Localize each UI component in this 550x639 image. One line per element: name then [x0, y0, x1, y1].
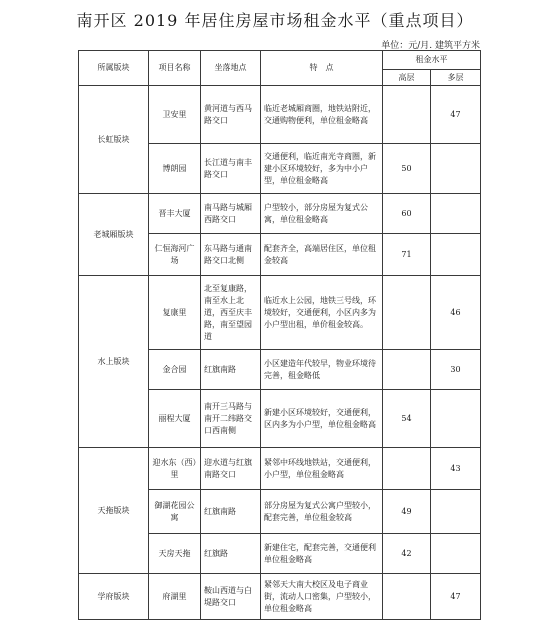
multi-rent-cell: 30 [431, 350, 481, 390]
table-row [79, 194, 481, 234]
project-cell: 复康里 [149, 276, 201, 350]
features-cell: 紧邻天大南大校区及电子商业街，流动人口密集，户型较小，单位租金略高 [261, 574, 383, 620]
multi-rent-cell: 43 [431, 448, 481, 490]
header-project: 项目名称 [149, 51, 201, 86]
features-cell: 新建小区环境较好，交通便利，区内多为小户型，单位租金略高 [261, 390, 383, 448]
location-cell: 北至复康路，南至水上北道，西至庆丰路，南至望园道 [201, 276, 261, 350]
header-multi: 多层 [431, 70, 481, 86]
multi-rent-cell [431, 144, 481, 194]
rent-table [78, 50, 481, 620]
location-cell: 红旗路 [201, 534, 261, 574]
features-cell: 户型较小，部分房屋为复式公寓，单位租金略高 [261, 194, 383, 234]
features-cell: 配套齐全，高端居住区，单位租金较高 [261, 234, 383, 276]
section-cell: 天拖版块 [79, 448, 149, 574]
section-cell: 学府版块 [79, 574, 149, 620]
multi-rent-cell [431, 534, 481, 574]
table-row [79, 574, 481, 620]
high-rent-cell: 42 [383, 534, 431, 574]
multi-rent-cell [431, 194, 481, 234]
high-rent-cell: 49 [383, 490, 431, 534]
high-rent-cell: 54 [383, 390, 431, 448]
high-rent-cell [383, 276, 431, 350]
page-title: 南开区 2019 年居住房屋市场租金水平（重点项目） [76, 11, 474, 30]
header-location: 坐落地点 [201, 51, 261, 86]
project-cell: 金合园 [149, 350, 201, 390]
project-cell: 迎水东（西）里 [149, 448, 201, 490]
project-cell: 仁恒海河广场 [149, 234, 201, 276]
high-rent-cell [383, 86, 431, 144]
high-rent-cell: 60 [383, 194, 431, 234]
project-cell: 丽程大厦 [149, 390, 201, 448]
unit-note: 单位：元/月. 建筑平方米 [381, 41, 480, 51]
location-cell: 红旗南路 [201, 490, 261, 534]
table-row [79, 448, 481, 490]
high-rent-cell [383, 448, 431, 490]
features-cell: 交通便利，临近南光寺商圈，新建小区环境较好，多为中小户型，单位租金略高 [261, 144, 383, 194]
header-section: 所属版块 [79, 51, 149, 86]
multi-rent-cell [431, 234, 481, 276]
header-rent: 租金水平 [383, 51, 481, 70]
location-cell: 黄河道与西马路交口 [201, 86, 261, 144]
high-rent-cell [383, 350, 431, 390]
section-cell: 水上版块 [79, 276, 149, 448]
table-row [79, 86, 481, 144]
project-cell: 晋丰大厦 [149, 194, 201, 234]
features-cell: 新建住宅，配套完善，交通便利单位租金略高 [261, 534, 383, 574]
location-cell: 南马路与城厢西路交口 [201, 194, 261, 234]
location-cell: 红旗南路 [201, 350, 261, 390]
header-high: 高层 [383, 70, 431, 86]
features-cell: 部分房屋为复式公寓户型较小，配套完善，单位租金较高 [261, 490, 383, 534]
multi-rent-cell: 46 [431, 276, 481, 350]
multi-rent-cell: 47 [431, 86, 481, 144]
location-cell: 鞍山西道与白堤路交口 [201, 574, 261, 620]
project-cell: 府湖里 [149, 574, 201, 620]
multi-rent-cell [431, 390, 481, 448]
location-cell: 长江道与南丰路交口 [201, 144, 261, 194]
section-cell: 长虹版块 [79, 86, 149, 194]
location-cell: 南开三马路与南开二纬路交口西南侧 [201, 390, 261, 448]
high-rent-cell: 50 [383, 144, 431, 194]
section-cell: 老城厢版块 [79, 194, 149, 276]
location-cell: 东马路与通南路交口北侧 [201, 234, 261, 276]
multi-rent-cell: 47 [431, 574, 481, 620]
project-cell: 御湖花园公寓 [149, 490, 201, 534]
project-cell: 博朗园 [149, 144, 201, 194]
header-features: 特 点 [261, 51, 383, 86]
high-rent-cell [383, 574, 431, 620]
features-cell: 小区建造年代较早，物业环境待完善，租金略低 [261, 350, 383, 390]
features-cell: 临近水上公园，地铁三号线，环境较好，交通便利，小区内多为小户型出租，单价租金较高。 [261, 276, 383, 350]
multi-rent-cell [431, 490, 481, 534]
project-cell: 卫安里 [149, 86, 201, 144]
table-row [79, 276, 481, 350]
features-cell: 紧邻中环线地铁站，交通便利，小户型，单位租金略高 [261, 448, 383, 490]
high-rent-cell: 71 [383, 234, 431, 276]
features-cell: 临近老城厢商圈，地铁站附近，交通购物便利，单位租金略高 [261, 86, 383, 144]
project-cell: 天房天拖 [149, 534, 201, 574]
location-cell: 迎水道与红旗南路交口 [201, 448, 261, 490]
